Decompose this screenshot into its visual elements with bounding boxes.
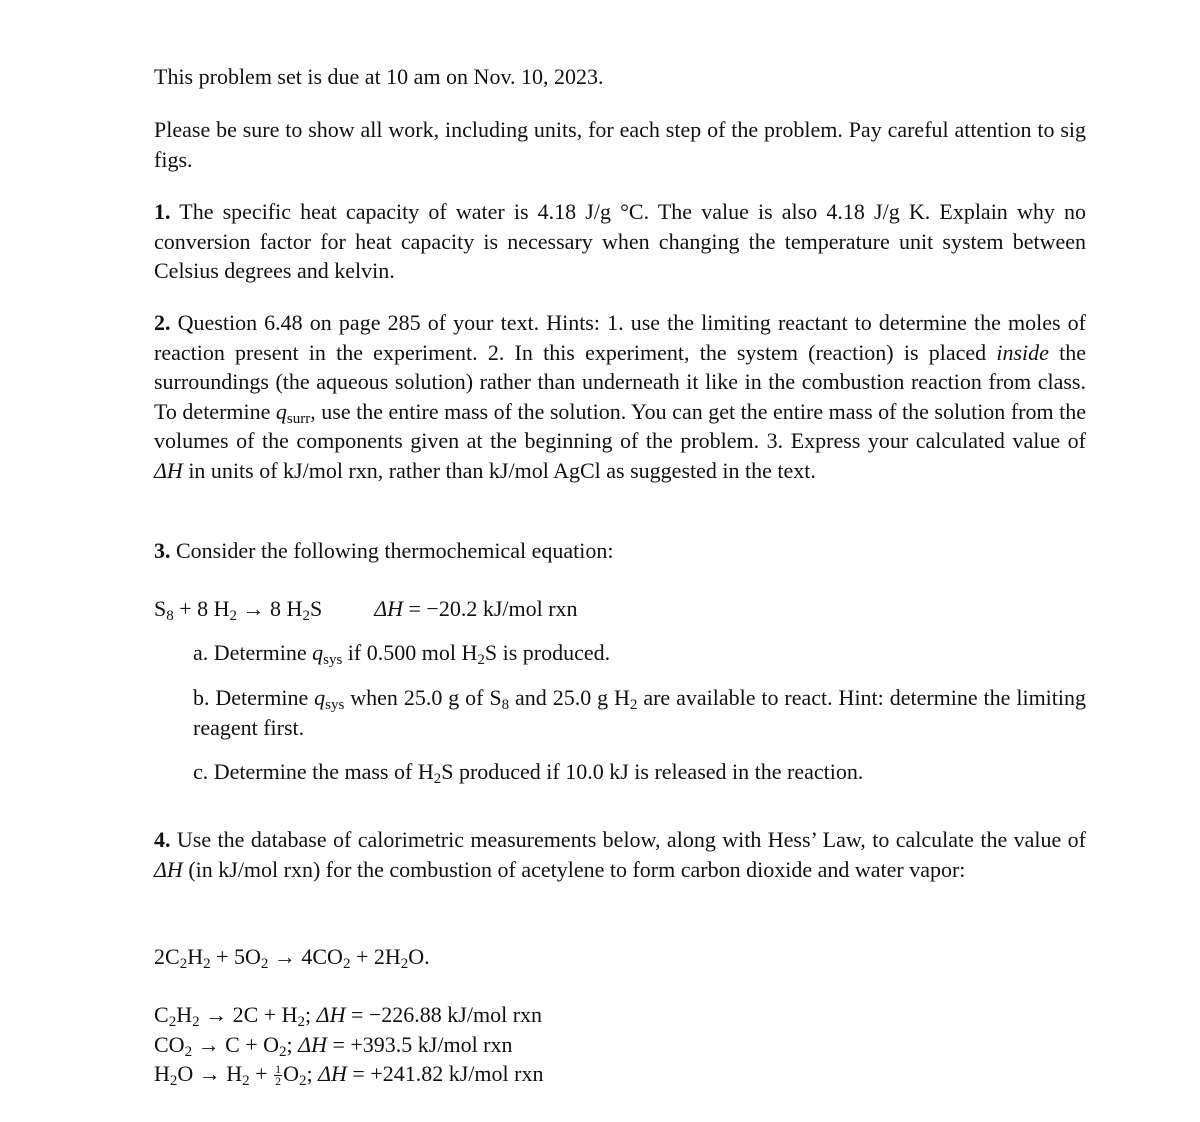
- eq-subscript: 2: [342, 956, 351, 972]
- q-sys-subscript: sys: [323, 652, 343, 668]
- eq-delta-h: ΔH: [374, 596, 403, 621]
- eq-subscript: 2: [242, 1073, 250, 1089]
- question-3a-post-2: S is produced.: [484, 640, 611, 665]
- eq-delta-h: ΔH: [318, 1061, 347, 1086]
- due-date-line: [154, 62, 1086, 92]
- eq-part: C: [154, 1002, 169, 1027]
- eq-arrow-h2s: → 8 H: [237, 596, 303, 621]
- eq-part: → 4CO: [268, 944, 343, 969]
- question-3c-h2s-subscript: 2: [433, 771, 442, 787]
- eq-delta-h-value: = +241.82 kJ/mol rxn: [346, 1061, 544, 1086]
- eq-subscript: 2: [168, 1014, 177, 1030]
- data-equation-2: [154, 1030, 513, 1060]
- question-3a: [193, 638, 1086, 668]
- eq-h2s-subscript: 2: [302, 608, 310, 624]
- question-2-text-4: in units of kJ/mol rxn, rather than kJ/mol AgCl as suggested in the text.: [182, 457, 816, 483]
- eq-subscript: 2: [184, 1044, 193, 1060]
- question-2-number: 2.: [154, 310, 171, 335]
- eq-h2s-tail: S: [309, 596, 323, 621]
- question-3c-pre: c. Determine the mass of H: [193, 759, 434, 784]
- instructions-paragraph: [154, 115, 1086, 174]
- instructions-text: Please be sure to show all work, including units, for each step of the problem. Pay careful attention to sig figs.: [154, 117, 1086, 172]
- eq-subscript: 2: [279, 1044, 287, 1060]
- q-sys-subscript: sys: [325, 697, 345, 713]
- eq-s8: S: [154, 596, 167, 621]
- eq-part: → C + O: [192, 1032, 280, 1057]
- question-2: [154, 308, 1086, 485]
- question-2-inside-emphasis: inside: [996, 339, 1049, 365]
- question-3b-h2-subscript: 2: [629, 697, 638, 713]
- question-3b-s8-subscript: 8: [501, 697, 510, 713]
- delta-h-symbol: ΔH: [154, 856, 183, 882]
- question-3b-post-2: and 25.0 g H: [509, 685, 630, 710]
- combustion-equation: [154, 942, 430, 972]
- eq-part: O → H: [177, 1061, 243, 1086]
- eq-subscript: 2: [169, 1073, 178, 1089]
- eq-part: ;: [306, 1061, 319, 1086]
- eq-part: H: [187, 944, 204, 969]
- eq-subscript: 2: [203, 956, 211, 972]
- due-date-text: This problem set is due at 10 am on Nov. 10, 2023.: [154, 64, 604, 89]
- data-equation-1: [154, 1000, 542, 1030]
- question-3a-pre: a. Determine: [193, 640, 313, 665]
- q-sys-symbol: q: [314, 685, 326, 710]
- question-2-text-1: Question 6.48 on page 285 of your text. Hints: 1. use the limiting reactant to determine the moles of reaction present in the experiment. 2. In this experiment, the system (reaction) is placed: [154, 310, 1086, 365]
- eq-delta-h: ΔH: [298, 1032, 327, 1057]
- eq-delta-h-value: = +393.5 kJ/mol rxn: [326, 1032, 513, 1057]
- q-sys-symbol: q: [312, 640, 324, 665]
- question-1-number: 1.: [154, 199, 171, 224]
- eq-part: O.: [408, 944, 430, 969]
- one-half-fraction: [274, 1064, 282, 1087]
- thermochemical-equation: [154, 594, 578, 624]
- question-3-number: 3.: [154, 538, 171, 563]
- delta-h-symbol: ΔH: [154, 457, 183, 483]
- eq-part: → 2C + H: [199, 1002, 298, 1027]
- eq-subscript: 2: [260, 956, 269, 972]
- question-3b: [193, 683, 1086, 742]
- eq-part: ;: [286, 1032, 299, 1057]
- eq-subscript: 2: [400, 956, 409, 972]
- question-4-number: 4.: [154, 827, 171, 852]
- question-3b-post-1: when 25.0 g of S: [344, 685, 502, 710]
- question-2-text-3: , use the entire mass of the solution. You can get the entire mass of the solution from the volumes of the components given at the beginning of the problem. 3. Express your calculated value of: [154, 398, 1086, 453]
- eq-delta-h-value: = −20.2 kJ/mol rxn: [403, 596, 578, 621]
- eq-part: + 2H: [350, 944, 401, 969]
- question-4: [154, 825, 1086, 884]
- eq-part: 2C: [154, 944, 180, 969]
- q-surr-symbol: q: [275, 398, 287, 424]
- question-3b-pre: b. Determine: [193, 685, 315, 710]
- question-4-text-1: Use the database of calorimetric measurements below, along with Hess’ Law, to calculate the value of: [176, 827, 1087, 852]
- eq-h2-subscript: 2: [229, 608, 238, 624]
- eq-part: +: [249, 1061, 274, 1086]
- eq-part: H: [176, 1002, 193, 1027]
- question-3: [154, 536, 1086, 566]
- eq-plus-h2: + 8 H: [173, 596, 230, 621]
- fraction-numerator: 1: [275, 1062, 282, 1077]
- question-1: [154, 197, 1086, 286]
- question-3-text: Consider the following thermochemical equation:: [176, 538, 614, 563]
- question-3a-post-1: if 0.500 mol H: [342, 640, 478, 665]
- question-3b-post-3: are available to react. Hint: determine the limiting reagent first.: [193, 685, 1087, 740]
- eq-delta-h: ΔH: [316, 1002, 346, 1027]
- eq-s8-subscript: 8: [166, 608, 174, 624]
- question-1-text: The specific heat capacity of water is 4.18 J/g °C. The value is also 4.18 J/g K. Explain why no conversion factor for heat capacity is necessary when changing the temperature unit system between Celsius degrees and kelvin.: [154, 199, 1086, 283]
- eq-delta-h-value: = −226.88 kJ/mol rxn: [345, 1002, 543, 1027]
- eq-part: ;: [305, 1002, 317, 1027]
- data-equation-3: [154, 1059, 543, 1089]
- fraction-denominator: 2: [275, 1074, 282, 1089]
- question-2-text-2: the surroundings (the aqueous solution) rather than underneath it like in the combustion reaction from class. To determine: [154, 339, 1086, 424]
- eq-subscript: 2: [179, 956, 188, 972]
- eq-part: H: [154, 1061, 170, 1086]
- eq-subscript: 2: [192, 1014, 200, 1030]
- q-surr-subscript: surr: [286, 410, 311, 427]
- question-3c: [193, 757, 1086, 787]
- eq-part: + 5O: [210, 944, 261, 969]
- eq-part: CO: [154, 1032, 185, 1057]
- question-3c-post: S produced if 10.0 kJ is released in the reaction.: [441, 759, 864, 784]
- question-4-text-2: (in kJ/mol rxn) for the combustion of acetylene to form carbon dioxide and water vapor:: [182, 856, 966, 882]
- question-3a-h2s-subscript: 2: [477, 652, 485, 668]
- eq-subscript: 2: [297, 1014, 306, 1030]
- eq-part: O: [283, 1061, 299, 1086]
- eq-subscript: 2: [298, 1073, 307, 1089]
